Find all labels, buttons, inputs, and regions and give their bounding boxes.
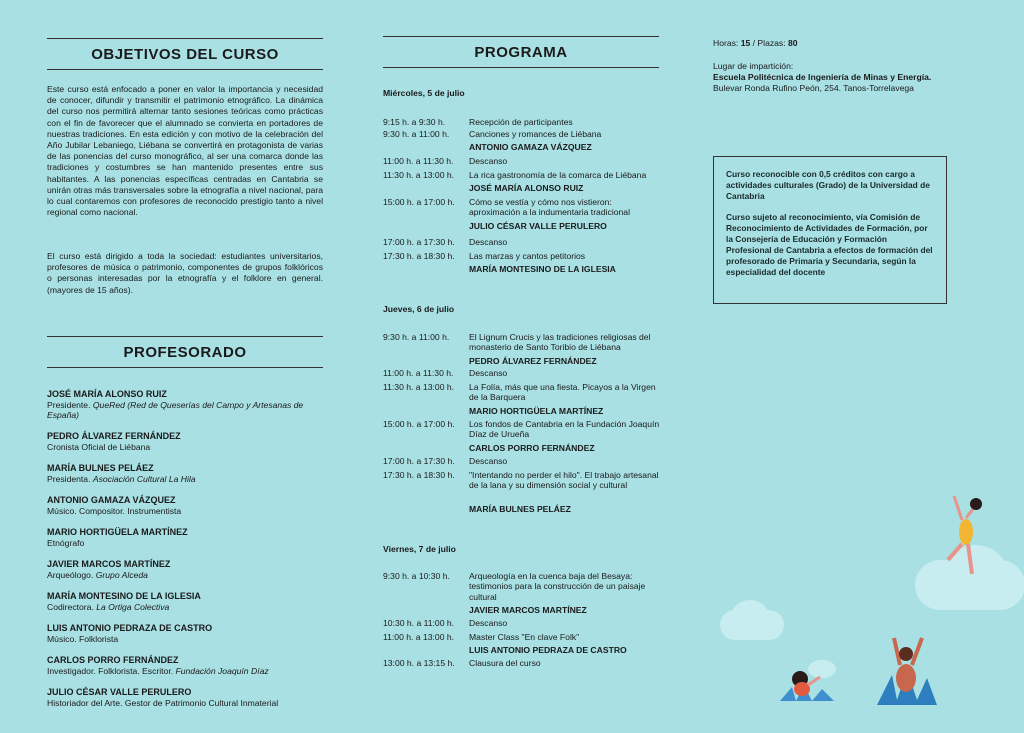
schedule-activity: Descanso: [469, 368, 508, 378]
objetivos-paragraph-2: El curso está dirigido a toda la sociedad: estudiantes universitarios, profesores de música o patrimonio, componentes de grupos folklóricos o personas interesadas por la etnografía y el folklore en general. (mayores de 15 años).: [47, 251, 323, 295]
schedule-activity: Descanso: [469, 618, 508, 628]
schedule-time: 10:30 h. a 11:00 h.: [383, 618, 455, 628]
schedule-time: 15:00 h. a 17:00 h.: [383, 419, 455, 429]
programa-title: PROGRAMA: [383, 36, 659, 68]
profesor-role-text: Investigador. Folklorista. Escritor.: [47, 666, 176, 676]
schedule-activity: Descanso: [469, 156, 508, 166]
objetivos-paragraph-1: Este curso está enfocado a poner en valor la importancia y necesidad de conocer, difundir y transmitir el patrimonio etnográfico. La dinámica del curso nos permitirá alternar tanto sesiones teóricas como prácticas con el fin de favorecer que el alumnado se convierta en portadores de nuestras tradiciones. En esta edición y con motivo de la celebración del Año Jubilar Lebaniego, Liébana se convertirá en protagonista de varias de las ponencias del curso monográfico, al ser una comarca donde las tradiciones y costumbres se han mantenido presentes entre sus habitantes. A las ponencias específicas centradas en Cantabria se unirán otras más transversales sobre la etnografía a nivel nacional, para lo cual contaremos con profesores de reconocido prestigio tanto a nivel regional como nacional.: [47, 84, 323, 218]
schedule-activity: Master Class "En clave Folk": [469, 632, 580, 642]
schedule-time: 11:00 h. a 11:30 h.: [383, 156, 454, 166]
schedule-activity: La Folía, más que una fiesta. Picayos a la Virgen de la Barquera: [469, 382, 656, 403]
profesor-name: MARÍA MONTESINO DE LA IGLESIA: [47, 591, 201, 601]
profesor-role-text: Presidenta.: [47, 474, 93, 484]
schedule-speaker: MARÍA MONTESINO DE LA IGLESIA: [469, 264, 616, 275]
profesor-item: [47, 623, 323, 644]
schedule-time: 17:30 h. a 18:30 h.: [383, 251, 455, 261]
profesor-role-entity: Asociación Cultural La Hila: [92, 474, 196, 484]
profesor-role-text: Músico. Folklorista: [47, 634, 119, 644]
schedule-time: 17:00 h. a 17:30 h.: [383, 237, 455, 247]
lugar-block: [713, 61, 931, 94]
profesor-item: [47, 559, 323, 580]
profesor-name: JAVIER MARCOS MARTÍNEZ: [47, 559, 171, 569]
profesor-item: [47, 527, 323, 548]
profesorado-title: PROFESORADO: [47, 336, 323, 368]
creditos-box: [713, 156, 947, 304]
profesor-name: JULIO CÉSAR VALLE PERULERO: [47, 687, 192, 697]
profesor-role-text: Historiador del Arte. Gestor de Patrimonio Cultural Inmaterial: [47, 698, 279, 708]
objetivos-title: OBJETIVOS DEL CURSO: [47, 38, 323, 70]
profesor-role-text: Etnógrafo: [47, 538, 85, 548]
day-heading: Miércoles, 5 de julio: [383, 88, 465, 98]
schedule-activity: Descanso: [469, 456, 508, 466]
profesor-item: [47, 591, 323, 612]
schedule-time: 9:15 h. a 9:30 h.: [383, 117, 446, 127]
schedule-speaker: MARIO HORTIGÜELA MARTÍNEZ: [469, 405, 604, 416]
reconocimiento-text: Curso sujeto al reconocimiento, vía Comisión de Reconocimiento de Actividades de Formación, por la Consejería de Educación y Formación Profesional de Cantabria a efectos de formación del profesorado de Primaria y Secundaria, según la especialidad del docente: [726, 212, 933, 277]
profesor-item: [47, 687, 323, 708]
profesor-name: ANTONIO GAMAZA VÁZQUEZ: [47, 495, 176, 505]
schedule-activity: "Intentando no perder el hilo". El trabajo artesanal de la lana y su dimensión social y cultural: [469, 470, 659, 491]
schedule-activity: Las marzas y cantos petitorios: [469, 251, 586, 261]
profesor-role-text: Cronista Oficial de Liébana: [47, 442, 151, 452]
schedule-time: 13:00 h. a 13:15 h.: [383, 658, 455, 668]
profesor-name: MARIO HORTIGÜELA MARTÍNEZ: [47, 527, 188, 537]
profesor-name: CARLOS PORRO FERNÁNDEZ: [47, 655, 179, 665]
schedule-activity: La rica gastronomía de la comarca de Liébana: [469, 170, 647, 180]
profesor-item: [47, 655, 323, 676]
profesor-role: [47, 538, 323, 548]
profesor-role: [47, 602, 323, 612]
profesor-role: [47, 570, 323, 580]
schedule-activity: Recepción de participantes: [469, 117, 573, 127]
schedule-time: 17:00 h. a 17:30 h.: [383, 456, 455, 466]
schedule-time: 9:30 h. a 11:00 h.: [383, 129, 450, 139]
lugar-address: Bulevar Ronda Rufino Peón, 254. Tanos-Torrelavega: [713, 83, 914, 93]
creditos-text: Curso reconocible con 0,5 créditos con cargo a actividades culturales (Grado) de la Universidad de Cantabria: [726, 169, 930, 201]
schedule-speaker: ANTONIO GAMAZA VÁZQUEZ: [469, 142, 592, 153]
schedule-activity: Cómo se vestía y cómo nos vistieron: aproximación a la indumentaria tradicional: [469, 197, 630, 218]
profesorado-list: [47, 389, 323, 719]
profesor-item: [47, 431, 323, 452]
profesor-role-text: Presidente.: [47, 400, 93, 410]
profesor-role-entity: QueRed (Red de Queserías del Campo y Artesanas de España): [47, 400, 304, 420]
profesor-role: [47, 474, 323, 484]
cloud-icon: [732, 600, 768, 628]
schedule-activity: El Lignum Crucis y las tradiciones religiosas del monasterio de Santo Toribio de Liébana: [469, 332, 651, 353]
schedule-time: 11:30 h. a 13:00 h.: [383, 170, 455, 180]
profesor-item: [47, 495, 323, 516]
schedule-speaker: JOSÉ MARÍA ALONSO RUIZ: [469, 183, 584, 194]
swimming-girl-icon: [778, 665, 838, 705]
profesor-role-entity: Fundación Joaquín Díaz: [175, 666, 269, 676]
schedule-activity: Los fondos de Cantabria en la Fundación Joaquín Díaz de Urueña: [469, 419, 660, 440]
schedule-speaker: LUIS ANTONIO PEDRAZA DE CASTRO: [469, 645, 627, 656]
profesor-role: [47, 634, 323, 644]
schedule-time: 11:00 h. a 13:00 h.: [383, 632, 455, 642]
day-heading: Jueves, 6 de julio: [383, 304, 455, 314]
profesor-role: [47, 698, 323, 708]
schedule-time: 17:30 h. a 18:30 h.: [383, 470, 455, 480]
lugar-label: Lugar de impartición:: [713, 61, 794, 71]
profesor-name: LUIS ANTONIO PEDRAZA DE CASTRO: [47, 623, 213, 633]
schedule-activity: Arqueología en la cuenca baja del Besaya: testimonios para la construcción de un paisaje cultural: [469, 571, 646, 602]
profesor-role-text: Arqueólogo.: [47, 570, 96, 580]
schedule-speaker: PEDRO ÁLVAREZ FERNÁNDEZ: [469, 355, 597, 366]
schedule-speaker: JULIO CÉSAR VALLE PERULERO: [469, 220, 607, 231]
programa-schedule: [383, 0, 673, 700]
profesor-role-entity: Grupo Alceda: [95, 570, 148, 580]
lugar-name: Escuela Politécnica de Ingeniería de Minas y Energía.: [713, 72, 932, 82]
profesor-name: JOSÉ MARÍA ALONSO RUIZ: [47, 389, 167, 399]
decorative-illustration: [700, 470, 1024, 733]
splash-boy-icon: [872, 630, 942, 710]
schedule-time: 11:00 h. a 11:30 h.: [383, 368, 454, 378]
schedule-activity: Canciones y romances de Liébana: [469, 129, 602, 139]
profesor-role: [47, 666, 323, 676]
profesor-item: [47, 463, 323, 484]
day-heading: Viernes, 7 de julio: [383, 544, 456, 554]
schedule-activity: Descanso: [469, 237, 508, 247]
jumping-girl-icon: [932, 490, 992, 580]
profesor-role: [47, 506, 323, 516]
schedule-speaker: JAVIER MARCOS MARTÍNEZ: [469, 605, 587, 616]
schedule-time: 9:30 h. a 11:00 h.: [383, 332, 450, 342]
schedule-time: 9:30 h. a 10:30 h.: [383, 571, 450, 581]
profesor-role-text: Músico. Compositor. Instrumentista: [47, 506, 182, 516]
profesor-item: [47, 389, 323, 420]
schedule-activity: Clausura del curso: [469, 658, 541, 668]
profesor-role: [47, 400, 323, 420]
schedule-time: 15:00 h. a 17:00 h.: [383, 197, 455, 207]
profesor-role-text: Codirectora.: [47, 602, 97, 612]
profesor-role-entity: La Ortiga Colectiva: [96, 602, 170, 612]
horas-plazas: Horas: 15 / Plazas: 80: [713, 38, 798, 48]
schedule-speaker: CARLOS PORRO FERNÁNDEZ: [469, 442, 595, 453]
profesor-role: [47, 442, 323, 452]
schedule-speaker: MARÍA BULNES PELÁEZ: [469, 504, 571, 515]
profesor-name: MARÍA BULNES PELÁEZ: [47, 463, 154, 473]
schedule-time: 11:30 h. a 13:00 h.: [383, 382, 455, 392]
profesor-name: PEDRO ÁLVAREZ FERNÁNDEZ: [47, 431, 181, 441]
